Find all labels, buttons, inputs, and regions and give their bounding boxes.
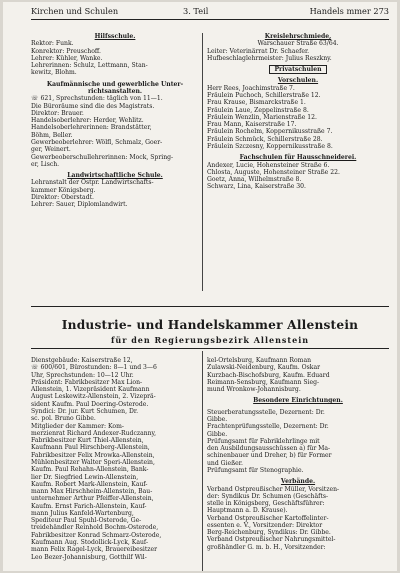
section-rule-bottom: [31, 348, 389, 349]
text-line: kammer Königsberg.: [31, 186, 96, 194]
text-line: Kurzbach-Bischofsburg, Kaufm. Eduard: [207, 371, 330, 379]
section-heading: [207, 478, 389, 485]
text-line: Frachtenprüfungsstelle, Dezernent: Dr.: [207, 423, 329, 431]
text-line: Berg-Reichenburg, Syndikus: Dr. Gibbe.: [207, 529, 331, 537]
section-heading-text: Besondere Einrichtungen.: [253, 397, 343, 405]
text-line: kel-Ortelsburg, Kaufmann Roman: [207, 357, 312, 364]
section-heading: [207, 33, 389, 40]
text-line: ger, Weinert.: [31, 146, 71, 154]
text-line: merzienrat Richard Andexer-Rudczanny,: [31, 429, 157, 437]
text-line: Fabrikbesitzer Felix Mrowka-Allenstein,: [31, 451, 155, 459]
chamber-right-column: [207, 357, 389, 551]
section-heading: richtsanstalten.: [87, 87, 143, 95]
text-line: Schwarz, Lina, Kaiserstraße 30.: [207, 183, 306, 191]
directory-page: [3, 2, 397, 571]
text-line: sident Kaufm. Paul Doering-Osterode.: [31, 400, 149, 408]
text-line: Herr Rees, Joachimstraße 7.: [207, 84, 295, 92]
text-line: Mitglieder der Kammer: Kom-: [31, 422, 124, 430]
text-line: treidehändler Reinhold Bochm-Osterode,: [31, 524, 159, 532]
text-line: Verband Ostpreußischer Kartoffelinter-: [207, 514, 329, 522]
text-line: Syndici: Dr. jur. Kurt Schumen, Dr.: [31, 407, 139, 415]
text-line: der: Syndikus Dr. Schumen (Geschäfts-: [207, 492, 329, 500]
text-line: Rektor: Funk.: [31, 40, 74, 48]
text-line: Kaufmann Paul Hirschberg-Allenstein,: [31, 444, 150, 452]
text-line: Spediteur Paul Spuhl-Osterode, Ge-: [31, 517, 142, 525]
text-line: Handelsoberlehrer: Herder, Wehlitz.: [31, 117, 144, 125]
text-line: mann Max Hirschheim-Allenstein, Bau-: [31, 488, 153, 496]
text-line: Fräulein Rochelm, Koppernikusstraße 7.: [207, 128, 333, 136]
text-line: Verband Ostpreußischer Müller, Vorsitzen-: [207, 485, 340, 493]
text-line: Hauptmann a. D. Krause).: [207, 507, 288, 515]
text-line: Gewerbeoberlehrer: Wölfl, Schmalz, Goer-: [31, 138, 163, 146]
header-rule: [31, 19, 389, 20]
text-line: Frau Krause, Bismarckstraße 1.: [207, 99, 306, 107]
boxed-heading-text: Privatschulen: [269, 65, 326, 74]
text-line: Leo Bezer-Johannisburg, Gotthilf Wil-: [31, 553, 147, 561]
text-line: Fabrikbesitzer Konrad Schmarz-Osterode,: [31, 531, 162, 539]
text-line: Hufbeschlaglehrmeister: Julius Reszkny.: [207, 54, 332, 62]
text-line: Fräulein Schmück, Schillerstraße 28.: [207, 135, 323, 143]
text-line: mann Felix Ragel-Lyck, Brauereibesitzer: [31, 546, 157, 554]
text-line: Leiter: Veterinärrat Dr. Schaefer.: [207, 47, 310, 55]
text-line: lier Dr. Siegfried Lewin-Allenstein,: [31, 473, 139, 481]
section-heading-text: Hilfsschule.: [94, 33, 136, 40]
text-line: Reimann-Sensburg, Kaufmann Sieg-: [207, 378, 320, 386]
text-line: Fräulein Wenzlin, Marienstraße 12.: [207, 113, 317, 121]
text-line: Dienstgebäude: Kaiserstraße 12,: [31, 357, 133, 364]
text-line: Fräulein Szczesny, Koppernikusstraße 8.: [207, 142, 333, 150]
text-line: Uhr, Sprechstunden: 10—12 Uhr.: [31, 371, 134, 379]
text-line: Chlosta, Auguste, Hohensteiner Straße 22.: [207, 168, 340, 176]
section-subtitle: für den Regierungsbezirk Allenstein: [110, 335, 310, 345]
text-line: Frau Mann, Kaiserstraße 17.: [207, 121, 297, 129]
header-page-number: Handels mmer 273: [309, 6, 389, 16]
text-line: Fräulein Laue, Zeppelinstraße 8.: [207, 106, 309, 114]
text-line: Lehrerinnen: Schulz, Lettmann, Stan-: [31, 62, 148, 70]
text-line: mund Wronkow-Johannisburg.: [207, 386, 301, 394]
text-line: Gibbe.: [207, 415, 228, 423]
section-heading-text: Landwirtschaftliche Schule.: [67, 172, 163, 180]
text-line: Lehranstalt der Ostpr. Landwirtschafts-: [31, 179, 154, 187]
text-line: August Leskewitz-Allenstein, 2. Vizeprä-: [31, 393, 156, 401]
text-line: Kaufmann Aug. Stodollick-Lyck, Kauf-: [31, 539, 148, 547]
right-column: [207, 33, 389, 191]
text-line: sc. pol. Bruno Gibbe.: [31, 415, 96, 423]
section-heading-text: Kreislehrschmiede,: [264, 33, 332, 40]
text-line: Handelsoberlehrerinnen: Brandstätter,: [31, 124, 152, 132]
text-line: Verband Ostpreußischer Nahrungsmittel-: [207, 536, 336, 544]
section-heading: [31, 33, 199, 40]
text-line: Lehrer: Sauer, Diplomlandwirt.: [31, 201, 128, 209]
text-line: Steuerberatungsstelle, Dezernent: Dr.: [207, 408, 325, 416]
text-line: Andexer, Lucie, Hohensteiner Straße 6.: [207, 161, 330, 169]
text-line: Allenstein, 1. Vizepräsident Kaufmann: [31, 386, 150, 394]
text-line: ☏ 600/601, Bürostunden: 8—1 und 3—6: [31, 364, 157, 372]
chamber-column-divider: [202, 351, 203, 571]
section-rule-top: [31, 306, 389, 307]
section-heading: [207, 397, 389, 404]
text-line: Böhm, Beller.: [31, 131, 73, 139]
text-line: großhändler G. m. b. H., Vorsitzender:: [207, 543, 326, 551]
text-line: schinenbauer und Dreher, b) für Former: [207, 452, 332, 460]
text-line: Gibbe.: [207, 430, 228, 438]
section-heading: [31, 172, 199, 179]
text-line: Fräulein Puchoch, Schillerstraße 12.: [207, 91, 321, 99]
text-line: Direktor: Oberstadt.: [31, 193, 94, 201]
text-line: ☏ 621, Sprechstunden: täglich von 11—1.: [31, 95, 163, 103]
centered-line: Warschauer Straße 63/64.: [257, 40, 339, 48]
text-line: Goetz, Anna, Wilhelmstraße 8.: [207, 176, 302, 184]
text-line: Die Büroräume sind die des Magistrats.: [31, 102, 155, 110]
section-title: Industrie- und Handelskammer Allenstein: [61, 318, 359, 332]
text-line: und Gießer.: [207, 459, 243, 467]
text-line: Kaufm. Paul Rehahn-Allenstein, Bank-: [31, 466, 149, 474]
header-part: 3. Teil: [183, 6, 209, 16]
left-column: [31, 33, 199, 208]
text-line: unternehmer Arthur Pfeiffer-Allenstein,: [31, 495, 154, 503]
text-line: Präsident: Fabrikbesitzer Max Lion-: [31, 378, 143, 386]
section-heading-text: Verbände.: [280, 478, 316, 486]
header-section-title: Kirchen und Schulen: [31, 6, 119, 16]
text-line: Kaufm. Robert Mark-Allenstein, Kauf-: [31, 480, 148, 488]
section-heading-text: Fachschulen für Hausschneiderei.: [239, 154, 357, 162]
text-line: Gewerbeoberschullehrerinnen: Mock, Spring-: [31, 153, 174, 161]
text-line: stelle in Königsberg, Geschäftsführer:: [207, 500, 325, 508]
section-heading: [207, 154, 389, 161]
section-heading: Kaufmännische und gewerbliche Unter-: [46, 80, 184, 88]
page-header: [31, 6, 389, 18]
column-divider: [202, 33, 203, 291]
text-line: kewitz, Blohm.: [31, 69, 77, 77]
text-line: Konrektor: Preuschoff.: [31, 47, 101, 55]
section-heading-text: Vorschulen.: [277, 77, 319, 85]
text-line: Kaufm. Ernst Farich-Allenstein, Kauf-: [31, 502, 147, 510]
chamber-left-column: [31, 357, 199, 561]
section-heading: [207, 77, 389, 84]
text-line: den Ausbildungsausschüssen a) für Ma-: [207, 445, 331, 453]
text-line: Lehrer: Kühler, Wanke.: [31, 54, 103, 62]
text-line: er, Lisch.: [31, 160, 60, 168]
text-line: Prüfungsamt für Fabriklehrlinge mit: [207, 437, 320, 445]
text-line: Prüfungsamt für Stenographie.: [207, 466, 304, 474]
text-line: Direktor: Brauer.: [31, 109, 84, 117]
text-line: mann Julius Kanfeld-Wartenburg,: [31, 509, 134, 517]
boxed-heading: [207, 66, 389, 73]
text-line: Fabrikbesitzer Kurt Thiel-Allenstein,: [31, 437, 144, 445]
text-line: essenten e. V., Vorsitzender: Direktor: [207, 521, 323, 529]
text-line: Mühlenbesitzer Walter Speri-Allenstein,: [31, 458, 155, 466]
text-line: Zulawski-Neidenburg, Kaufm. Oskar: [207, 364, 320, 372]
